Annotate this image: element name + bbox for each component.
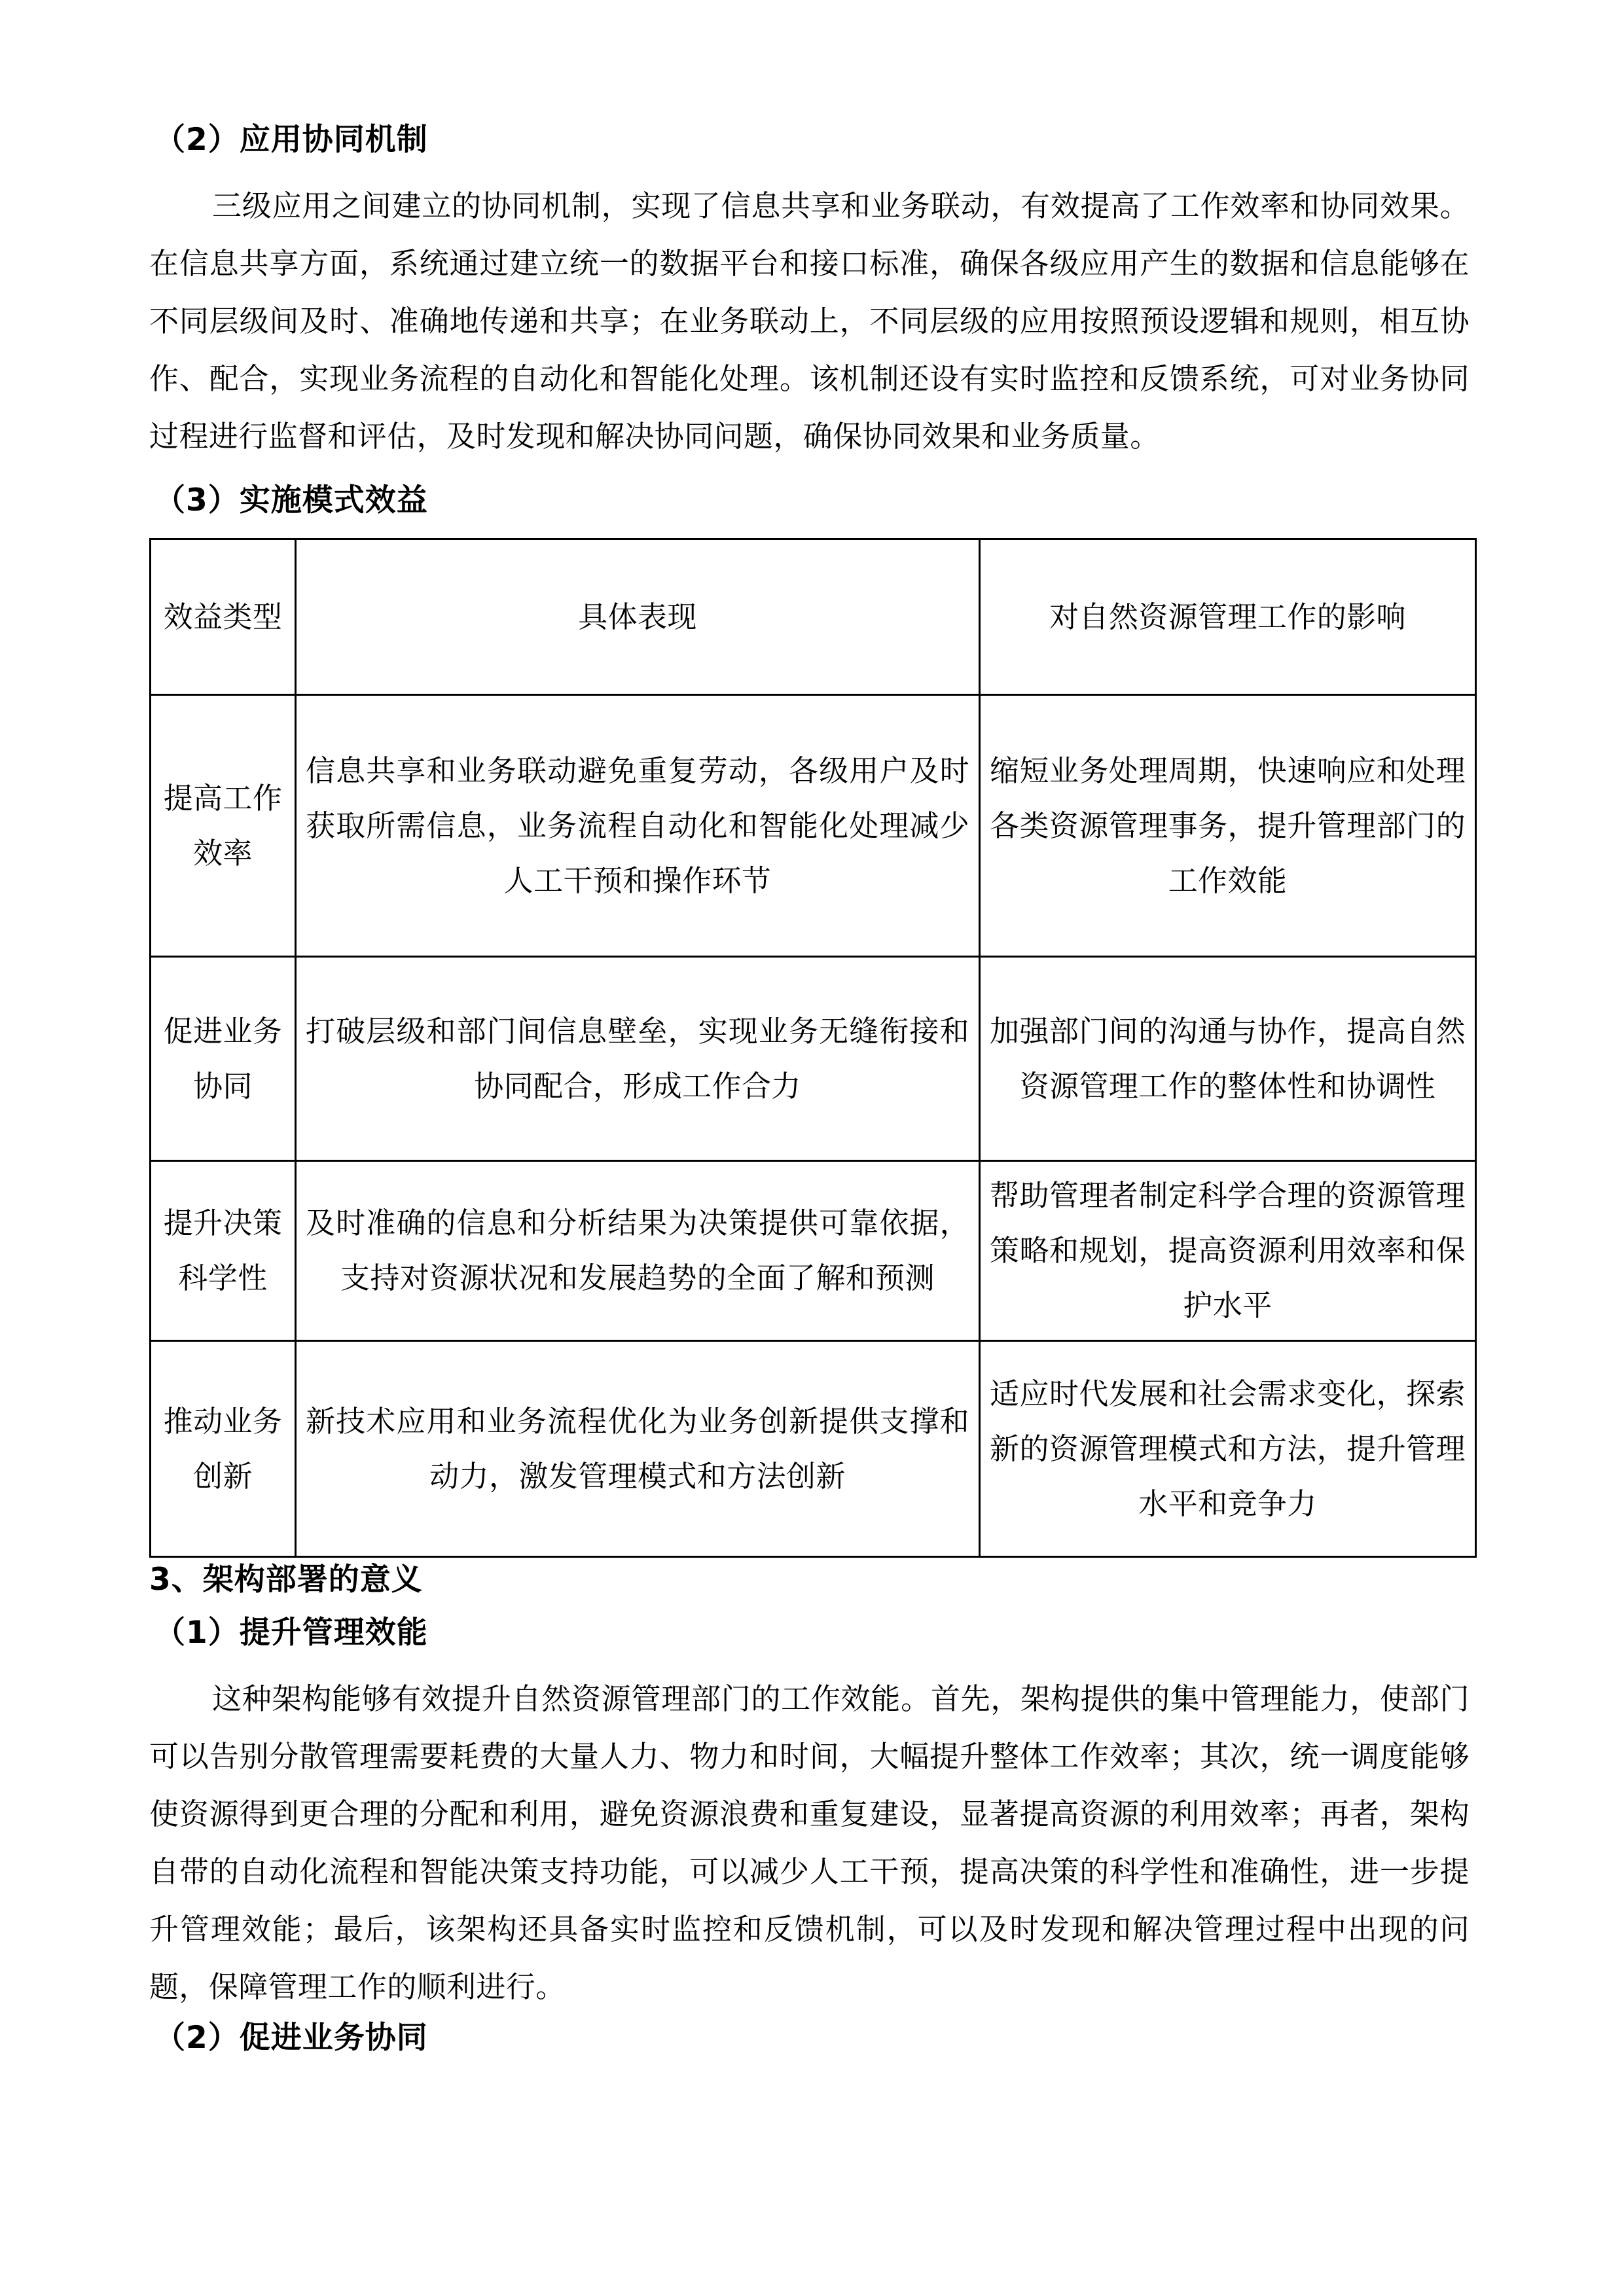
cell-specific-manifestation: 信息共享和业务联动避免重复劳动，各级用户及时获取所需信息，业务流程自动化和智能化处理减少人工干预和操作环节 [296,695,980,957]
cell-impact: 适应时代发展和社会需求变化，探索新的资源管理模式和方法，提升管理水平和竞争力 [980,1341,1476,1557]
table-header-benefit-type: 效益类型 [151,539,296,695]
cell-impact: 加强部门间的沟通与协作，提高自然资源管理工作的整体性和协调性 [980,957,1476,1161]
benefit-table [149,538,1477,1558]
cell-benefit-type: 促进业务协同 [151,957,296,1161]
paragraph-improve-management-efficiency: 这种架构能够有效提升自然资源管理部门的工作效能。首先，架构提供的集中管理能力，使部门可以告别分散管理需要耗费的大量人力、物力和时间，大幅提升整体工作效率；其次，统一调度能够使资源得到更合理的分配和利用，避免资源浪费和重复建设，显著提高资源的利用效率；再者，架构自带的自动化流程和智能决策支持功能，可以减少人工干预，提高决策的科学性和准确性，进一步提升管理效能；最后，该架构还具备实时监控和反馈机制，可以及时发现和解决管理过程中出现的问题，保障管理工作的顺利进行。 [149,1681,1470,2004]
heading-architecture-deployment-significance: 3、架构部署的意义 [149,1562,423,1598]
paragraph-application-collaboration-mechanism: 三级应用之间建立的协同机制，实现了信息共享和业务联动，有效提高了工作效率和协同效果。在信息共享方面，系统通过建立统一的数据平台和接口标准，确保各级应用产生的数据和信息能够在不同层级间及时、准确地传递和共享；在业务联动上，不同层级的应用按照预设逻辑和规则，相互协作、配合，实现业务流程的自动化和智能化处理。该机制还设有实时监控和反馈系统，可对业务协同过程进行监督和评估，及时发现和解决协同问题，确保协同效果和业务质量。 [149,188,1470,454]
cell-impact: 缩短业务处理周期，快速响应和处理各类资源管理事务，提升管理部门的工作效能 [980,695,1476,957]
cell-impact: 帮助管理者制定科学合理的资源管理策略和规划，提高资源利用效率和保护水平 [980,1161,1476,1341]
cell-benefit-type: 推动业务创新 [151,1341,296,1557]
table-row [151,957,1476,1161]
table-header-impact: 对自然资源管理工作的影响 [980,539,1476,695]
cell-specific-manifestation: 打破层级和部门间信息壁垒，实现业务无缝衔接和协同配合，形成工作合力 [296,957,980,1161]
heading-implementation-mode-benefits: （3）实施模式效益 [154,482,428,518]
cell-specific-manifestation: 新技术应用和业务流程优化为业务创新提供支撑和动力，激发管理模式和方法创新 [296,1341,980,1557]
table-row [151,695,1476,957]
table-row [151,1161,1476,1341]
heading-application-collaboration-mechanism: （2）应用协同机制 [154,122,428,158]
table-header-specific-manifestation: 具体表现 [296,539,980,695]
table-header-row [151,539,1476,695]
heading-improve-management-efficiency: （1）提升管理效能 [154,1615,428,1651]
cell-specific-manifestation: 及时准确的信息和分析结果为决策提供可靠依据，支持对资源状况和发展趋势的全面了解和预测 [296,1161,980,1341]
heading-promote-business-collaboration: （2）促进业务协同 [154,2020,428,2056]
cell-benefit-type: 提高工作效率 [151,695,296,957]
cell-benefit-type: 提升决策科学性 [151,1161,296,1341]
document-body [149,122,1470,2056]
table-row [151,1341,1476,1557]
